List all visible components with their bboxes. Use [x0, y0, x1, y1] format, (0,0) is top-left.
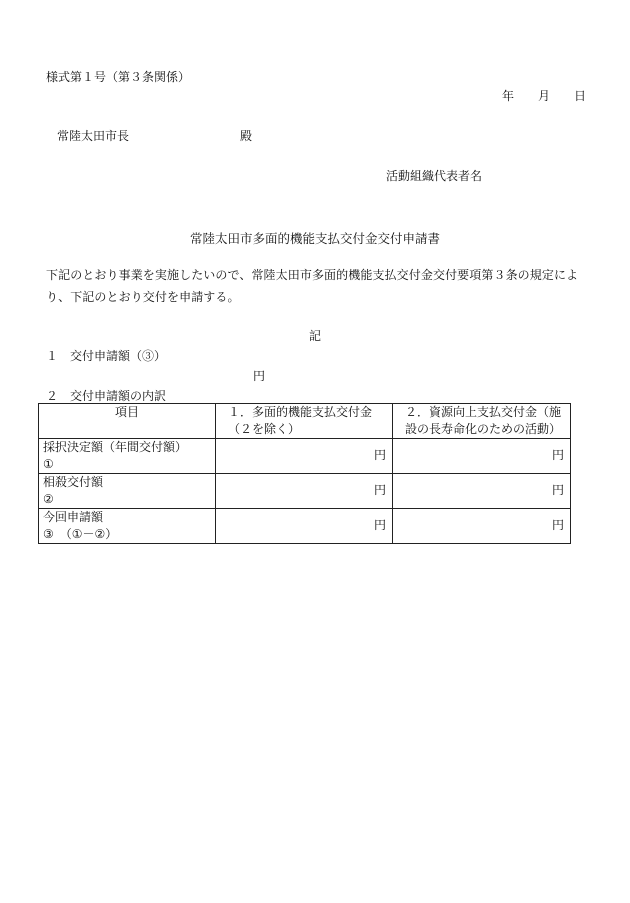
date-month-label: 月 — [538, 89, 551, 103]
table-row — [39, 439, 571, 474]
row-label-line1: 今回申請額 — [43, 510, 104, 524]
row-label — [39, 509, 216, 544]
amount-cell: 円 — [216, 509, 393, 544]
row-label-line1: 採択決定額（年間交付額） — [43, 440, 188, 454]
form-number: 様式第１号（第３条関係） — [46, 70, 191, 84]
header-resource-improvement-grant: ２．資源向上支払交付金（施設の長寿命化のための活動） — [393, 404, 571, 439]
row-label — [39, 439, 216, 474]
body-paragraph: 下記のとおり事業を実施したいので、常陸太田市多面的機能支払交付金交付要項第３条の規定により、下記のとおり交付を申請する。 — [46, 268, 579, 304]
row-label-line1: 相殺交付額 — [43, 475, 104, 489]
document-title: 常陸太田市多面的機能支払交付金交付申請書 — [189, 231, 440, 246]
table-header-row — [39, 404, 571, 439]
row-label-line2: ① — [43, 457, 54, 471]
section-1-amount-unit: 円 — [253, 369, 266, 383]
amount-cell: 円 — [216, 474, 393, 509]
ki-heading: 記 — [308, 329, 321, 343]
row-label — [39, 474, 216, 509]
addressee: 常陸太田市長 — [57, 129, 130, 143]
section-1-number: １ — [46, 349, 59, 363]
table-row — [39, 509, 571, 544]
amount-cell: 円 — [393, 474, 571, 509]
representative-name-label: 活動組織代表者名 — [386, 169, 483, 183]
amount-cell: 円 — [393, 439, 571, 474]
table-row — [39, 474, 571, 509]
amount-cell: 円 — [216, 439, 393, 474]
breakdown-table — [38, 403, 571, 544]
date-day-label: 日 — [574, 89, 587, 103]
section-2-heading — [46, 387, 166, 404]
section-1-label: 交付申請額（③） — [70, 349, 167, 363]
row-label-line2: ③ （①－②） — [43, 527, 118, 541]
honorific: 殿 — [240, 129, 253, 143]
section-2-label: 交付申請額の内訳 — [70, 389, 167, 403]
header-multifunction-grant: １．多面的機能支払交付金（２を除く） — [216, 404, 393, 439]
amount-cell: 円 — [393, 509, 571, 544]
section-2-number: ２ — [46, 389, 59, 403]
header-item: 項目 — [39, 404, 216, 439]
row-label-line2: ② — [43, 492, 54, 506]
date-year-label: 年 — [502, 89, 515, 103]
section-1-heading — [46, 347, 166, 364]
date-line — [502, 87, 586, 104]
